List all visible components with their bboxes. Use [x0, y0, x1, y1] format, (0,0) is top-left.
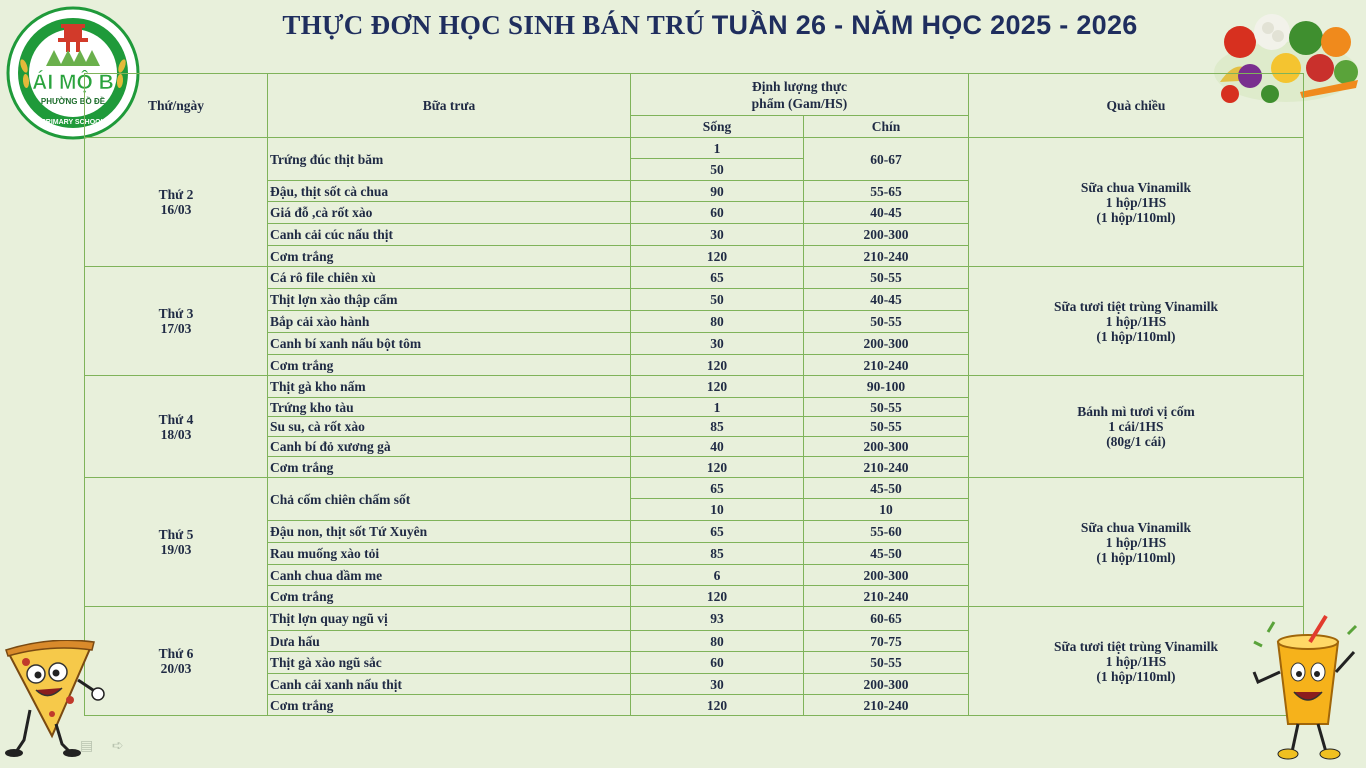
day-cell: Thứ 6 20/03 [85, 607, 268, 716]
dish-name: Bắp cải xào hành [268, 311, 631, 333]
raw-value: 6 [631, 565, 804, 586]
raw-value: 80 [631, 631, 804, 652]
dish-name: Dưa hấu [268, 631, 631, 652]
dish-name: Trứng đúc thịt băm [268, 138, 631, 181]
dish-name: Giá đỗ ,cà rốt xào [268, 202, 631, 224]
dish-name: Cơm trắng [268, 246, 631, 267]
cooked-value: 200-300 [804, 674, 969, 695]
raw-value: 40 [631, 437, 804, 457]
raw-value: 30 [631, 674, 804, 695]
raw-value: 120 [631, 695, 804, 716]
cooked-value: 210-240 [804, 695, 969, 716]
raw-value: 60 [631, 652, 804, 674]
snack-cell: Sữa chua Vinamilk 1 hộp/1HS (1 hộp/110ml) [969, 138, 1304, 267]
snack-cell: Sữa chua Vinamilk 1 hộp/1HS (1 hộp/110ml) [969, 478, 1304, 607]
header-snack: Quà chiều [969, 74, 1304, 138]
snack-cell: Sữa tươi tiệt trùng Vinamilk 1 hộp/1HS (1 hộp/110ml) [969, 607, 1304, 716]
cooked-value: 50-55 [804, 267, 969, 289]
dish-name: Canh bí xanh nấu bột tôm [268, 333, 631, 355]
cooked-value: 50-55 [804, 311, 969, 333]
raw-value: 90 [631, 181, 804, 202]
cooked-value: 200-300 [804, 565, 969, 586]
cooked-value: 210-240 [804, 246, 969, 267]
table-row [85, 267, 1304, 289]
day-cell: Thứ 2 16/03 [85, 138, 268, 267]
cooked-value: 55-65 [804, 181, 969, 202]
cooked-value: 200-300 [804, 333, 969, 355]
cooked-value: 210-240 [804, 457, 969, 478]
dish-name: Rau muống xào tỏi [268, 543, 631, 565]
raw-value: 60 [631, 202, 804, 224]
dish-name: Đậu non, thịt sốt Tứ Xuyên [268, 521, 631, 543]
dish-name: Canh cải xanh nấu thịt [268, 674, 631, 695]
juice-mascot-icon [1248, 612, 1364, 766]
cooked-value: 70-75 [804, 631, 969, 652]
raw-value: 65 [631, 478, 804, 499]
raw-value: 120 [631, 355, 804, 376]
raw-value: 30 [631, 224, 804, 246]
header-cooked: Chín [804, 116, 969, 138]
cooked-value: 55-60 [804, 521, 969, 543]
raw-value: 1 [631, 138, 804, 159]
day-cell: Thứ 5 19/03 [85, 478, 268, 607]
day-cell: Thứ 4 18/03 [85, 376, 268, 478]
dish-name: Chả cốm chiên chấm sốt [268, 478, 631, 521]
dish-name: Thịt lợn quay ngũ vị [268, 607, 631, 631]
cooked-value: 60-65 [804, 607, 969, 631]
dish-name: Cá rô file chiên xù [268, 267, 631, 289]
dish-name: Cơm trắng [268, 355, 631, 376]
dish-name: Canh cải cúc nấu thịt [268, 224, 631, 246]
cooked-value: 40-45 [804, 289, 969, 311]
cooked-value: 210-240 [804, 355, 969, 376]
dish-name: Trứng kho tàu [268, 398, 631, 417]
header-quantity: Định lượng thực phẩm (Gam/HS) [631, 74, 969, 116]
dish-name: Thịt lợn xào thập cẩm [268, 289, 631, 311]
raw-value: 10 [631, 499, 804, 521]
header-raw: Sống [631, 116, 804, 138]
raw-value: 120 [631, 246, 804, 267]
raw-value: 65 [631, 521, 804, 543]
raw-value: 65 [631, 267, 804, 289]
cooked-value: 45-50 [804, 478, 969, 499]
dish-name: Thịt gà kho nấm [268, 376, 631, 398]
table-row [85, 376, 1304, 398]
cooked-value: 200-300 [804, 224, 969, 246]
dish-name: Đậu, thịt sốt cà chua [268, 181, 631, 202]
cooked-value: 50-55 [804, 417, 969, 437]
raw-value: 50 [631, 289, 804, 311]
svg-text:PHƯỜNG BỒ ĐỀ: PHƯỜNG BỒ ĐỀ [40, 97, 106, 106]
cooked-value: 10 [804, 499, 969, 521]
header-lunch: Bữa trưa [268, 74, 631, 138]
slide-next-icon[interactable]: ➪ [111, 738, 124, 754]
table-row [85, 607, 1304, 631]
title-part-1: THỰC ĐƠN HỌC SINH BÁN TRÚ [282, 10, 705, 40]
raw-value: 1 [631, 398, 804, 417]
slide-nav [80, 738, 123, 754]
snack-cell: Sữa tươi tiệt trùng Vinamilk 1 hộp/1HS (1 hộp/110ml) [969, 267, 1304, 376]
raw-value: 93 [631, 607, 804, 631]
cooked-value: 40-45 [804, 202, 969, 224]
header-day: Thứ/ngày [85, 74, 268, 138]
raw-value: 120 [631, 457, 804, 478]
raw-value: 85 [631, 543, 804, 565]
cooked-value: 60-67 [804, 138, 969, 181]
table-row [85, 138, 1304, 159]
dish-name: Cơm trắng [268, 586, 631, 607]
cooked-value: 45-50 [804, 543, 969, 565]
page-title [160, 10, 1260, 41]
raw-value: 50 [631, 159, 804, 181]
cooked-value: 50-55 [804, 398, 969, 417]
cooked-value: 50-55 [804, 652, 969, 674]
svg-text:ÁI MỘ B: ÁI MỘ B [32, 71, 114, 94]
cooked-value: 200-300 [804, 437, 969, 457]
dish-name: Cơm trắng [268, 457, 631, 478]
raw-value: 120 [631, 586, 804, 607]
dish-name: Canh chua dầm me [268, 565, 631, 586]
raw-value: 85 [631, 417, 804, 437]
dish-name: Canh bí đỏ xương gà [268, 437, 631, 457]
raw-value: 30 [631, 333, 804, 355]
dish-name: Su su, cà rốt xào [268, 417, 631, 437]
title-part-2: TUẦN 26 - NĂM HỌC 2025 - 2026 [711, 10, 1138, 40]
cooked-value: 90-100 [804, 376, 969, 398]
day-cell: Thứ 3 17/03 [85, 267, 268, 376]
snack-cell: Bánh mì tươi vị cốm 1 cái/1HS (80g/1 cái) [969, 376, 1304, 478]
table-row [85, 478, 1304, 499]
raw-value: 120 [631, 376, 804, 398]
raw-value: 80 [631, 311, 804, 333]
dish-name: Thịt gà xào ngũ sắc [268, 652, 631, 674]
svg-text:PRIMARY SCHOOL: PRIMARY SCHOOL [41, 119, 105, 126]
menu-table [84, 73, 1304, 716]
dish-name: Cơm trắng [268, 695, 631, 716]
cooked-value: 210-240 [804, 586, 969, 607]
slide-notes-icon[interactable]: ▤ [80, 738, 94, 754]
